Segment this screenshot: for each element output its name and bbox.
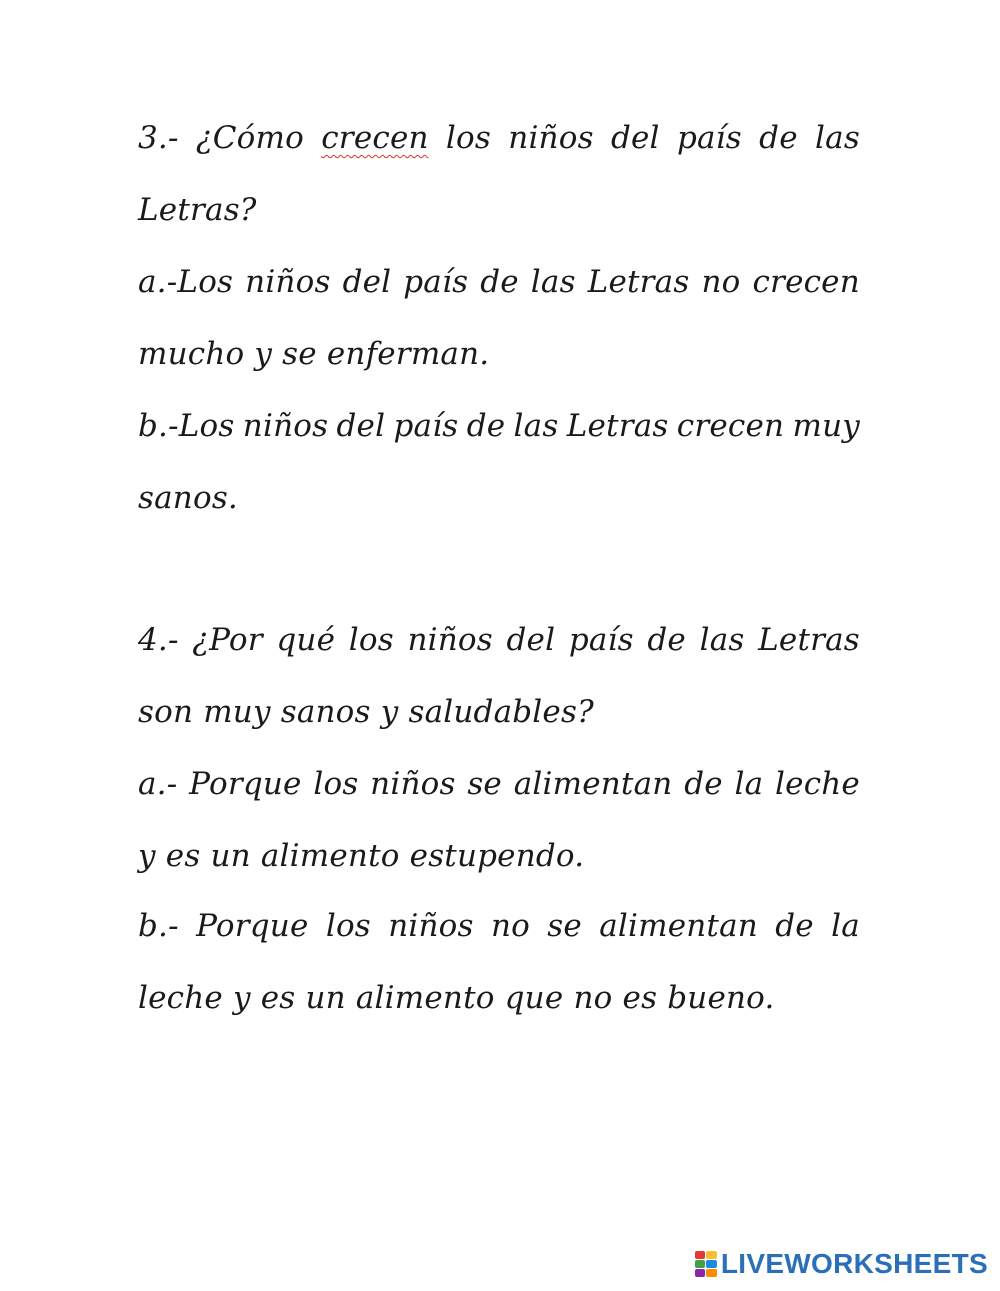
word: b.-Los <box>138 408 235 444</box>
logo-tile <box>695 1251 706 1259</box>
question-3-option-b-line-1 <box>138 406 860 446</box>
word: de <box>480 264 519 300</box>
word: Letras <box>566 408 669 444</box>
word: alimentan <box>513 766 673 802</box>
question-4-option-a-line-2: y es un alimento estupendo. <box>138 838 585 874</box>
question-3-option-a-line-1 <box>138 262 860 302</box>
word: ¿Por <box>192 622 263 658</box>
word: los <box>348 622 394 658</box>
word: de <box>759 120 798 156</box>
word: la <box>831 908 860 944</box>
word: niños <box>508 120 594 156</box>
word: niños <box>242 408 329 444</box>
logo-tile <box>706 1260 717 1268</box>
word: de <box>684 766 723 802</box>
word: los <box>325 908 371 944</box>
word: ¿Cómo <box>195 120 304 156</box>
word: no <box>701 264 741 300</box>
liveworksheets-brand[interactable] <box>695 1249 988 1279</box>
word: niños <box>245 264 331 300</box>
question-4-option-a-line-1 <box>138 764 860 804</box>
word: crecen <box>676 408 785 444</box>
liveworksheets-logo-icon <box>695 1251 717 1277</box>
word: las <box>530 264 576 300</box>
word: las <box>815 120 860 156</box>
word: se <box>547 908 582 944</box>
word: los <box>313 766 359 802</box>
logo-tile <box>706 1269 717 1277</box>
word: Letras <box>758 622 860 658</box>
word: no <box>490 908 530 944</box>
question-4-option-b-line-1 <box>138 906 860 946</box>
question-4-option-b-line-2: leche y es un alimento que no es bueno. <box>138 980 775 1016</box>
question-3-line-1 <box>138 118 860 158</box>
question-3-option-b-line-2: sanos. <box>138 480 238 516</box>
word: se <box>467 766 502 802</box>
word: alimentan <box>599 908 758 944</box>
word: niños <box>370 766 456 802</box>
word: de <box>775 908 814 944</box>
logo-tile <box>695 1260 706 1268</box>
word: del <box>610 120 660 156</box>
word: Letras <box>587 264 690 300</box>
word: la <box>734 766 764 802</box>
word: país <box>393 408 459 444</box>
word: los <box>445 120 492 156</box>
word: 3.- <box>138 120 179 156</box>
liveworksheets-wordmark: LIVEWORKSHEETS <box>720 1248 988 1279</box>
word: Porque <box>189 766 302 802</box>
logo-tile <box>695 1269 706 1277</box>
question-4-line-2: son muy sanos y saludables? <box>138 694 594 730</box>
logo-tile <box>706 1251 717 1259</box>
word: de <box>466 408 506 444</box>
word: del <box>336 408 386 444</box>
word: las <box>513 408 559 444</box>
word: crecen <box>321 120 429 156</box>
word: Porque <box>196 908 309 944</box>
word: crecen <box>752 264 860 300</box>
word: leche <box>775 766 860 802</box>
word: niños <box>388 908 474 944</box>
word: del <box>342 264 392 300</box>
question-3-option-a-line-2: mucho y se enferman. <box>138 336 490 372</box>
word: a.- <box>138 766 178 802</box>
word: país <box>676 120 742 156</box>
word: 4.- <box>138 622 179 658</box>
question-3-line-2: Letras? <box>138 192 257 228</box>
word: del <box>506 622 556 658</box>
word: país <box>403 264 469 300</box>
word: niños <box>407 622 493 658</box>
question-4-line-1 <box>138 620 860 660</box>
word: país <box>568 622 634 658</box>
word: de <box>647 622 686 658</box>
word: muy <box>792 408 860 444</box>
word: qué <box>276 622 336 658</box>
word: las <box>699 622 745 658</box>
word: b.- <box>138 908 179 944</box>
word: a.-Los <box>138 264 234 300</box>
